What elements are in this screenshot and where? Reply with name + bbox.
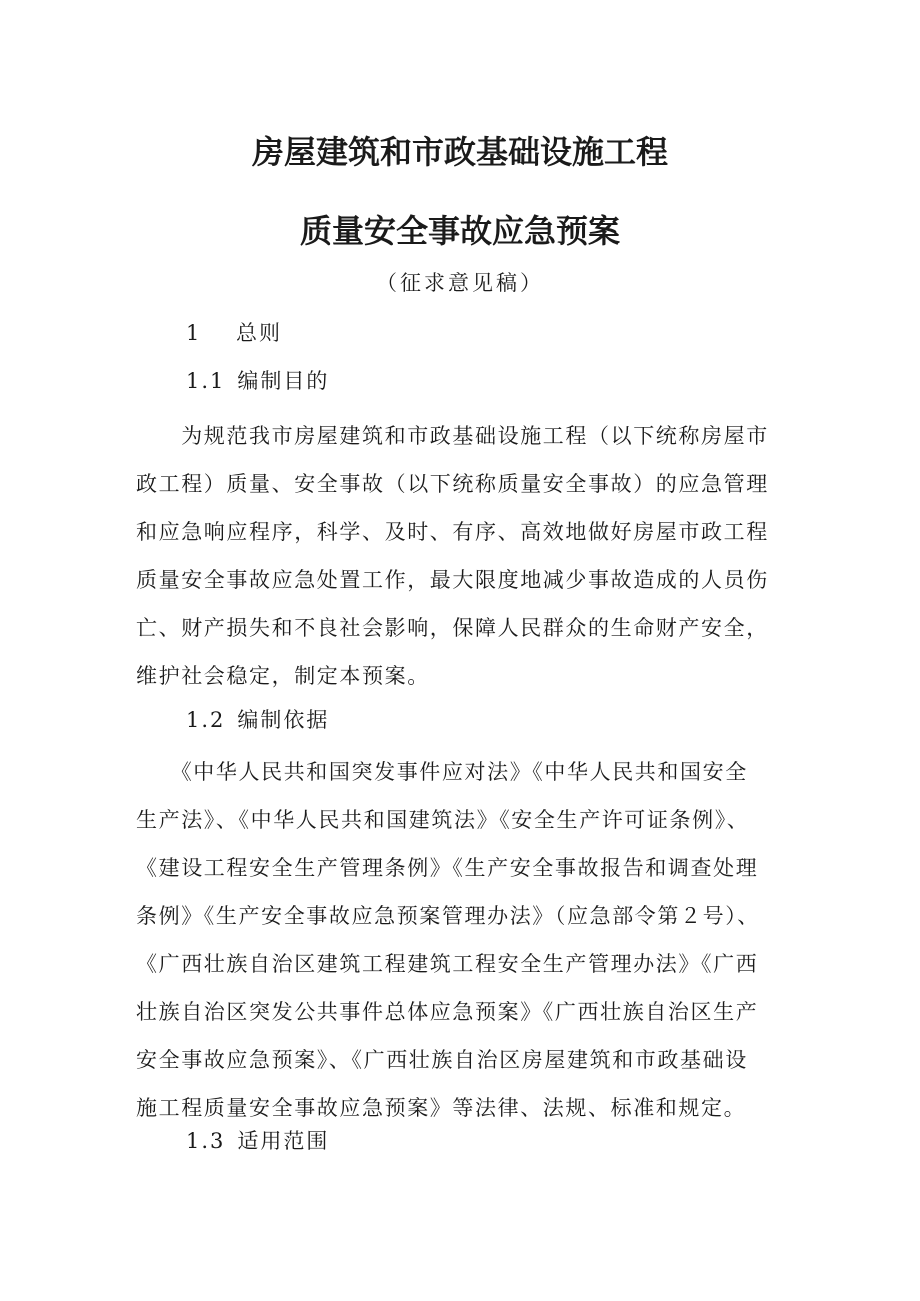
section-label: 编制目的 bbox=[237, 369, 330, 393]
section-number: 1.2 bbox=[186, 708, 226, 732]
section-label: 编制依据 bbox=[237, 708, 330, 732]
section-number: 1.1 bbox=[186, 369, 226, 393]
paragraph-line: 为规范我市房屋建筑和市政基础设施工程（以下统称房屋市 bbox=[136, 424, 769, 448]
section-number: 1 bbox=[186, 321, 202, 345]
document-title-line-2: 质量安全事故应急预案 bbox=[299, 212, 620, 250]
paragraph-line: 条例》《生产安全事故应急预案管理办法》（应急部令第２号）、 bbox=[136, 904, 760, 928]
paragraph-line: 和应急响应程序，科学、及时、有序、高效地做好房屋市政工程 bbox=[136, 520, 769, 544]
paragraph-line: 壮族自治区突发公共事件总体应急预案》《广西壮族自治区生产 bbox=[136, 1000, 759, 1024]
paragraph-line: 施工程质量安全事故应急预案》等法律、法规、标准和规定。 bbox=[136, 1096, 747, 1120]
paragraph-line: 安全事故应急预案》、《广西壮族自治区房屋建筑和市政基础设 bbox=[136, 1048, 748, 1072]
document-title-line-1: 房屋建筑和市政基础设施工程 bbox=[251, 133, 668, 171]
section-heading-1-2 bbox=[186, 705, 329, 735]
paragraph-line: 《广西壮族自治区建筑工程建筑工程安全生产管理办法》《广西 bbox=[136, 952, 759, 976]
paragraph-line: 质量安全事故应急处置工作，最大限度地减少事故造成的人员伤 bbox=[136, 568, 769, 592]
section-heading-1 bbox=[186, 318, 282, 348]
section-label: 适用范围 bbox=[237, 1129, 330, 1153]
paragraph-line: 《建设工程安全生产管理条例》《生产安全事故报告和调查处理 bbox=[136, 856, 759, 880]
section-heading-1-3 bbox=[186, 1126, 329, 1156]
paragraph-line: 亡、财产损失和不良社会影响，保障人民群众的生命财产安全， bbox=[136, 616, 769, 640]
paragraph-line: 生产法》、《中华人民共和国建筑法》《安全生产许可证条例》、 bbox=[136, 808, 750, 832]
document-subtitle: （征求意见稿） bbox=[376, 271, 544, 295]
section-heading-1-1 bbox=[186, 366, 329, 396]
section-label: 总则 bbox=[236, 321, 282, 345]
paragraph-line: 《中华人民共和国突发事件应对法》《中华人民共和国安全 bbox=[136, 760, 748, 784]
paragraph-line: 维护社会稳定，制定本预案。 bbox=[136, 664, 430, 688]
paragraph-basis bbox=[136, 748, 790, 1132]
section-number: 1.3 bbox=[186, 1129, 226, 1153]
paragraph-line: 政工程）质量、安全事故（以下统称质量安全事故）的应急管理 bbox=[136, 472, 769, 496]
paragraph-purpose bbox=[136, 412, 790, 700]
